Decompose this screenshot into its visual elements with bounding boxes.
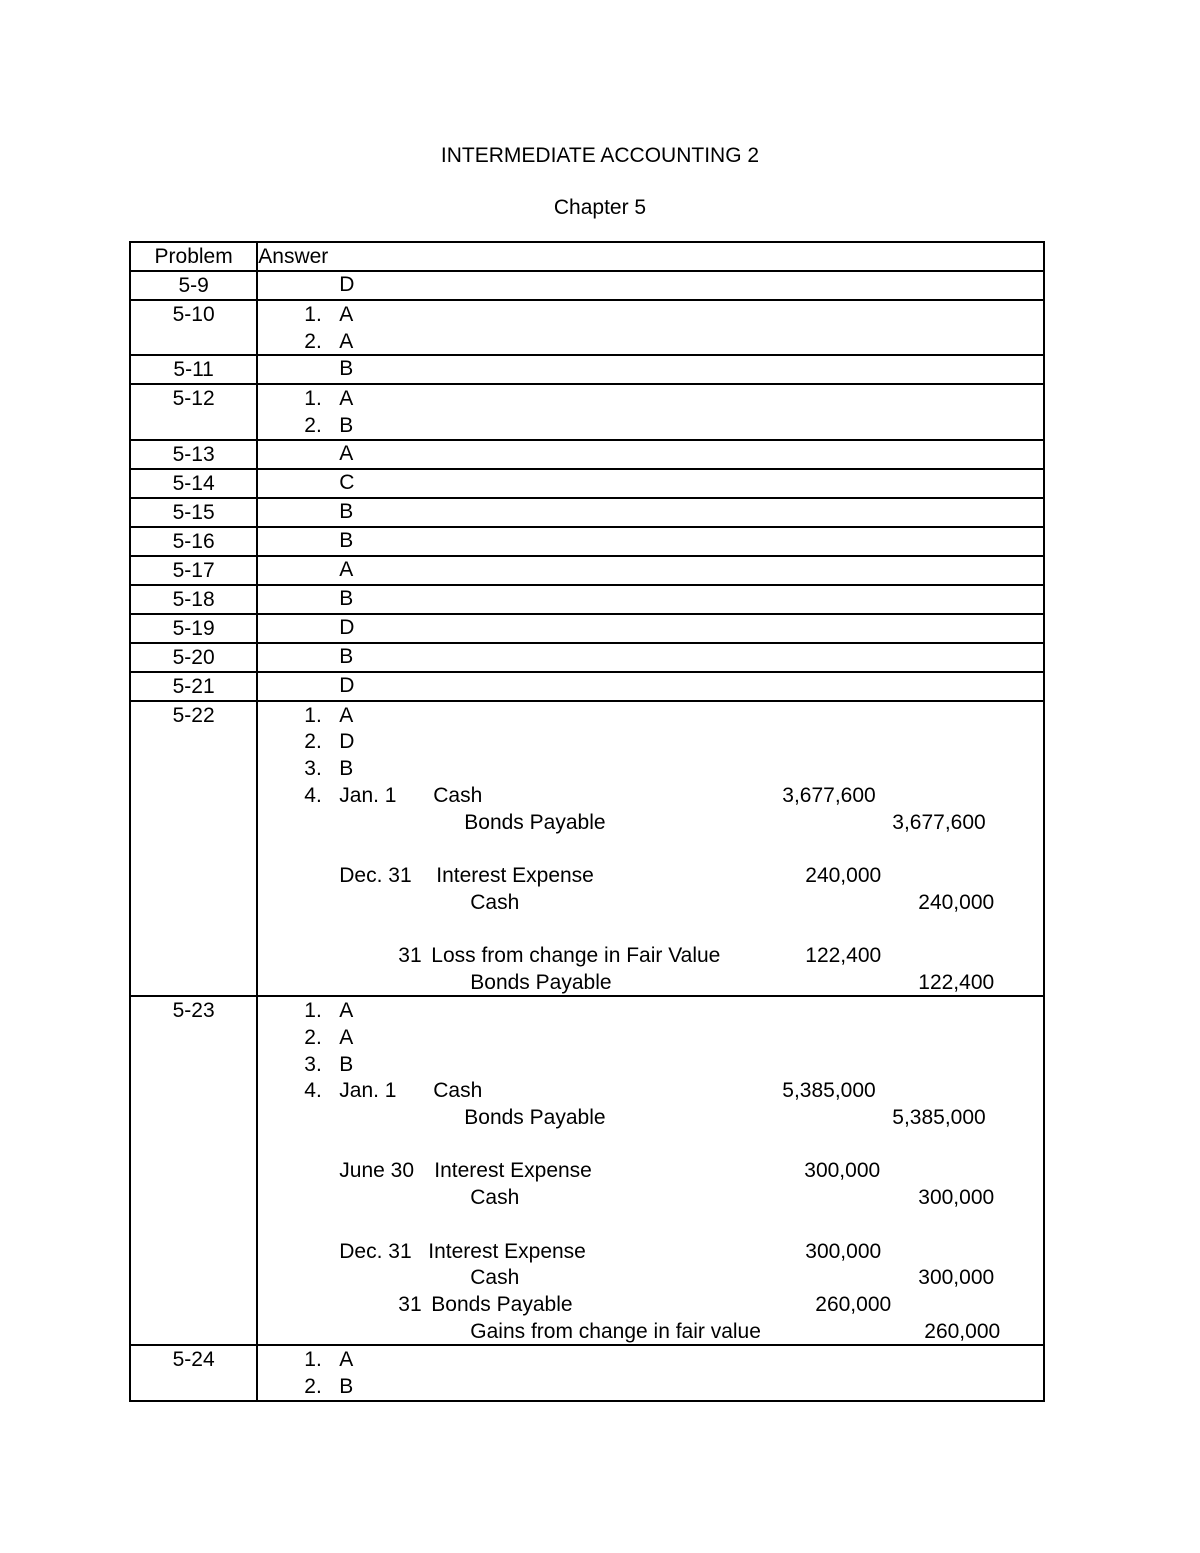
table-row: [130, 672, 1044, 701]
answer-cell: [257, 1345, 1044, 1400]
item-number: 2.: [304, 730, 322, 754]
entry-date: Dec. 31: [339, 863, 412, 887]
debit-account: Cash: [433, 783, 483, 807]
answer-letter: A: [339, 1026, 354, 1049]
answer-cell: [257, 498, 1044, 527]
problem-number: 5-24: [130, 1345, 257, 1400]
answer-key-table: [129, 241, 1045, 1402]
problem-number: 5-20: [130, 643, 257, 672]
table-row: [130, 384, 1044, 439]
answer-cell: [257, 300, 1044, 355]
answer-letter: A: [339, 303, 354, 326]
debit-amount: 5,385,000: [782, 1079, 876, 1103]
credit-account: Bonds Payable: [464, 810, 606, 834]
table-row: [130, 614, 1044, 643]
problem-number: 5-19: [130, 614, 257, 643]
item-number: 1.: [304, 703, 322, 727]
journal-entry-credit: [258, 1184, 1043, 1211]
entry-date: 31: [398, 1292, 422, 1316]
table-row: [130, 527, 1044, 556]
credit-amount: 300,000: [918, 1266, 995, 1290]
answer-cell: [257, 469, 1044, 498]
problem-number: 5-17: [130, 556, 257, 585]
credit-amount: 5,385,000: [892, 1106, 986, 1130]
problem-number: 5-18: [130, 585, 257, 614]
credit-amount: 3,677,600: [892, 810, 986, 834]
credit-amount: 240,000: [918, 890, 995, 914]
answer-letter: A: [339, 329, 354, 353]
item-number: 3.: [304, 757, 322, 781]
debit-amount: 122,400: [805, 943, 882, 967]
problem-number: 5-14: [130, 469, 257, 498]
answer-letter: B: [339, 757, 354, 781]
header-answer: Answer: [257, 242, 1044, 271]
table-row: [130, 701, 1044, 997]
table-row: [130, 355, 1044, 384]
table-row: [130, 996, 1044, 1345]
entry-date: June 30: [339, 1159, 414, 1183]
problem-number: 5-11: [130, 355, 257, 384]
table-row: [130, 440, 1044, 469]
credit-account: Cash: [470, 890, 520, 914]
header-problem: Problem: [130, 242, 257, 271]
answer-cell: [257, 614, 1044, 643]
credit-account: Bonds Payable: [470, 970, 612, 994]
journal-entry-credit: [258, 809, 1043, 836]
entry-date: Jan. 1: [339, 1079, 397, 1103]
answer-letter: A: [339, 1348, 354, 1372]
item-number: 1.: [304, 999, 322, 1023]
answer-letter: B: [339, 1374, 354, 1398]
item-number: 3.: [304, 1052, 322, 1076]
journal-entry-credit: [258, 889, 1043, 916]
debit-account: Loss from change in Fair Value: [431, 943, 721, 967]
chapter-subtitle: Chapter 5: [553, 196, 647, 219]
journal-entry-debit: [258, 1291, 1043, 1318]
item-number: 1.: [304, 303, 322, 326]
answer-cell: [257, 271, 1044, 300]
debit-amount: 260,000: [815, 1292, 892, 1316]
debit-account: Interest Expense: [428, 1239, 586, 1263]
debit-account: Interest Expense: [434, 1159, 592, 1183]
item-number: 4.: [304, 783, 322, 807]
answer-letter: A: [339, 441, 354, 465]
entry-date: 31: [398, 943, 422, 967]
table-row: [130, 300, 1044, 355]
answer-cell: [257, 527, 1044, 556]
answer-letter: A: [339, 557, 354, 581]
journal-entry-credit: [258, 969, 1043, 996]
table-row: [130, 271, 1044, 300]
journal-entry-credit: [258, 1264, 1043, 1291]
problem-number: 5-13: [130, 440, 257, 469]
journal-entry-debit: [258, 1157, 1043, 1184]
table-row: [130, 643, 1044, 672]
credit-account: Cash: [470, 1266, 520, 1290]
answer-cell: [257, 440, 1044, 469]
problem-number: 5-15: [130, 498, 257, 527]
table-header-row: [130, 242, 1044, 271]
credit-account: Gains from change in fair value: [470, 1319, 761, 1343]
item-number: 1.: [304, 1348, 322, 1372]
answer-cell: [257, 556, 1044, 585]
problem-number: 5-10: [130, 300, 257, 355]
answer-letter: B: [339, 586, 354, 610]
debit-amount: 240,000: [805, 863, 882, 887]
answer-cell: [257, 643, 1044, 672]
debit-account: Interest Expense: [436, 863, 594, 887]
credit-account: Cash: [470, 1186, 520, 1210]
credit-amount: 300,000: [918, 1186, 995, 1210]
answer-letter: B: [339, 357, 354, 381]
journal-entry-credit: [258, 1104, 1043, 1131]
answer-letter: D: [339, 615, 355, 639]
answer-letter: B: [339, 1052, 354, 1076]
answer-letter: B: [339, 528, 354, 552]
item-number: 1.: [304, 387, 322, 411]
table-row: [130, 1345, 1044, 1400]
answer-letter: B: [339, 499, 354, 523]
answer-letter: D: [339, 730, 355, 754]
answer-letter: A: [339, 387, 354, 411]
credit-amount: 260,000: [924, 1319, 1001, 1343]
journal-entry-debit: [258, 1077, 1043, 1104]
document-title: INTERMEDIATE ACCOUNTING 2: [440, 144, 760, 167]
journal-entry-credit: [258, 1318, 1043, 1345]
journal-entry-debit: [258, 782, 1043, 809]
debit-amount: 300,000: [805, 1239, 882, 1263]
table-row: [130, 585, 1044, 614]
table-row: [130, 469, 1044, 498]
item-number: 2.: [304, 1374, 322, 1398]
debit-account: Cash: [433, 1079, 483, 1103]
answer-cell: [257, 701, 1044, 997]
answer-cell: [257, 672, 1044, 701]
item-number: 2.: [304, 414, 322, 438]
answer-letter: D: [339, 673, 355, 697]
problem-number: 5-16: [130, 527, 257, 556]
problem-number: 5-22: [130, 701, 257, 997]
problem-number: 5-12: [130, 384, 257, 439]
answer-letter: A: [339, 999, 354, 1023]
entry-date: Dec. 31: [339, 1239, 412, 1263]
answer-cell: [257, 384, 1044, 439]
credit-amount: 122,400: [918, 970, 995, 994]
journal-entry-debit: [258, 942, 1043, 969]
answer-letter: C: [339, 470, 355, 494]
entry-date: Jan. 1: [339, 783, 397, 807]
journal-entry-debit: [258, 1238, 1043, 1265]
item-number: 2.: [304, 329, 322, 353]
answer-letter: A: [339, 703, 354, 727]
table-row: [130, 498, 1044, 527]
problem-number: 5-23: [130, 996, 257, 1345]
journal-entry-debit: [258, 862, 1043, 889]
problem-number: 5-21: [130, 672, 257, 701]
item-number: 4.: [304, 1079, 322, 1103]
answer-letter: B: [339, 644, 354, 668]
table-row: [130, 556, 1044, 585]
debit-account: Bonds Payable: [431, 1292, 573, 1316]
answer-letter: D: [339, 273, 355, 296]
item-number: 2.: [304, 1026, 322, 1049]
debit-amount: 300,000: [804, 1159, 881, 1183]
problem-number: 5-9: [130, 271, 257, 300]
debit-amount: 3,677,600: [782, 783, 876, 807]
credit-account: Bonds Payable: [464, 1106, 606, 1130]
answer-cell: [257, 996, 1044, 1345]
answer-cell: [257, 585, 1044, 614]
answer-letter: B: [339, 414, 354, 438]
answer-cell: [257, 355, 1044, 384]
